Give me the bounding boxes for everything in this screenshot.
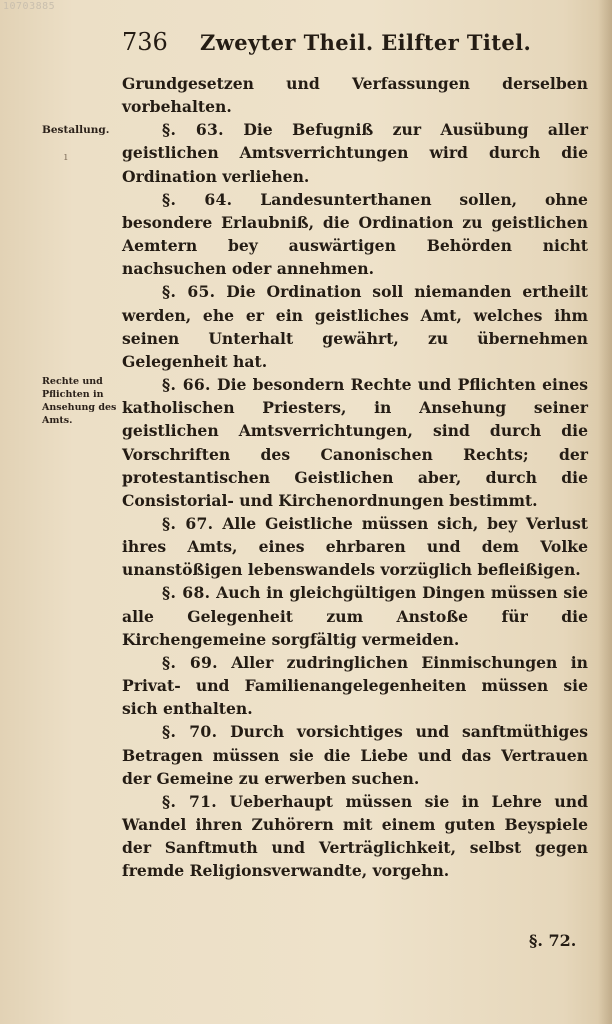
- section-number: §. 64.: [162, 189, 233, 209]
- paragraph-section-65: [122, 280, 588, 373]
- paragraph-section-70: [122, 720, 588, 789]
- section-number: §. 68.: [162, 583, 211, 603]
- paragraph-text: Grundgesetzen und Verfassungen derselben vorbehalten.: [122, 74, 588, 117]
- section-number: §. 65.: [162, 282, 216, 302]
- paragraph-continuation: [122, 72, 588, 118]
- section-number: §. 71.: [162, 791, 218, 811]
- paragraph-text: Durch vorsichtiges und sanftmüthiges Betragen müssen sie die Liebe und das Vertrauen der Gemeine zu erwerben suchen.: [122, 722, 588, 788]
- paragraph-text: Auch in gleichgültigen Dingen müssen sie alle Gelegenheit zum Anstoße für die Kirchengemeine sorgfältig vermeiden.: [122, 583, 588, 649]
- paragraph-section-67: [122, 512, 588, 581]
- scan-watermark: 10703885: [3, 1, 56, 12]
- page-number: 736: [122, 28, 168, 56]
- section-number: §. 63.: [162, 120, 224, 140]
- stray-mark: ı: [64, 150, 68, 163]
- paragraph-section-71: [122, 790, 588, 883]
- body-text: [122, 72, 588, 882]
- margin-note-rechte-und-pflichten: Rechte und Pflichten in Ansehung des Amts.: [42, 376, 117, 426]
- section-number: §. 69.: [162, 652, 218, 672]
- paragraph-text: Die Ordination soll niemanden ertheilt werden, ehe er ein geistliches Amt, welches ihm seinen Unterhalt gewährt, zu übernehmen Gelegenheit hat.: [122, 282, 588, 371]
- paragraph-text: Die Befugniß zur Ausübung aller geistlichen Amtsverrichtungen wird durch die Ordination verliehen.: [122, 120, 588, 186]
- paragraph-section-64: [122, 188, 588, 281]
- page-edge-shadow: [598, 0, 612, 1024]
- paragraph-text: Alle Geistliche müssen sich, bey Verlust ihres Amts, eines ehrbaren und dem Volke unanstößigen lebenswandels vorzüglich befleißigen.: [122, 513, 588, 580]
- page-header: [122, 26, 532, 62]
- paragraph-text: Ueberhaupt müssen sie in Lehre und Wandel ihren Zuhörern mit einem guten Beyspiele der Sanftmuth und Verträglichkeit, selbst gegen fremde Religionsverwandte, vorgehn.: [122, 791, 588, 881]
- margin-note-bestallung: Bestallung.: [42, 124, 110, 136]
- paragraph-section-66: [122, 373, 588, 512]
- section-number: §. 66.: [162, 375, 211, 395]
- section-number: §. 67.: [162, 513, 214, 533]
- paragraph-section-69: [122, 651, 588, 720]
- paragraph-text: Landesunterthanen sollen, ohne besondere Erlaubniß, die Ordination zu geistlichen Aemtern bey auswärtigen Behörden nicht nachsuchen oder annehmen.: [122, 189, 588, 279]
- paragraph-text: Die besondern Rechte und Pflichten eines katholischen Priesters, in Ansehung seiner geistlichen Amtsverrichtungen, sind durch die Vorschriften des Canonischen Rechts; der protestantischen Geistlichen aber, durch die Consistorial- und Kirchenordnungen bestimmt.: [122, 375, 588, 510]
- paragraph-section-68: [122, 581, 588, 650]
- paragraph-text: Aller zudringlichen Einmischungen in Privat- und Familienangelegenheiten müssen sie sich enthalten.: [122, 652, 588, 719]
- catchword: §. 72.: [529, 931, 577, 950]
- running-title: Zweyter Theil. Eilfter Titel.: [200, 30, 532, 55]
- paragraph-section-63: [122, 118, 588, 187]
- section-number: §. 70.: [162, 722, 218, 742]
